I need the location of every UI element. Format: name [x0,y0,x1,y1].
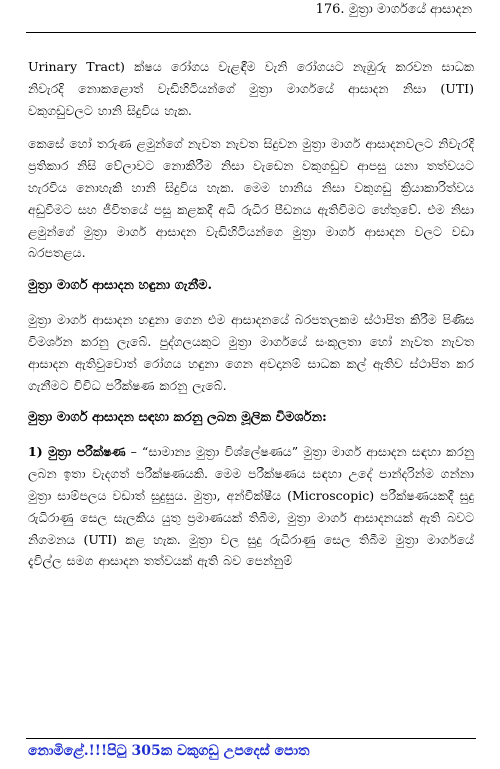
urine-test-term: 1) මුත්‍රා පරීක්ෂණ [28,444,126,460]
section-heading-basic-investigations: මුත්‍රා මාර්ග ආසාදන සඳහා කරනු ලබන මූලික විමර්ශන: [28,410,327,426]
paragraph-urine-tests [28,441,474,572]
paragraph-uti-adults: Urinary Tract) ක්ෂය රෝගය වැළඳීම වැනි රෝගයට නැඹුරු කරවන සාධක නිවැරදි නොකළොත් වැඩිහිටියන්ගේ මුත්‍රා මාර්ගයේ ආසාදන නිසා (UTI) වකුගඩුවලට හානි සිදුවිය හැක. [28,59,474,118]
footer-divider [26,738,476,739]
section-heading-identification: මුත්‍රා මාර්ග ආසාදන හඳුනා ගැනීම. [28,278,213,294]
header-divider [26,32,476,33]
urine-test-description: – “සාමාන්‍ය මුත්‍රා විශ්ලේෂණය” මුත්‍රා මාර්ග ආසාදන සඳහා කරනු ලබන ඉතා වැදගත් පරීක්ෂණයකි. මෙම පරීක්ෂණය සඳහා උදේ පාන්දරින්ම ගන්නා මුත්‍රා සාම්පලය වඩාත් සුදුසුය. මුත්‍රා, අන්වීක්ෂීය (Microscopic) පරීක්ෂණයකදී සුදු රුධිරාණු සෙල සැලකිය යුතු ප්‍රමාණයක් තිබීම, මුත්‍රා මාර්ග ආසාදනයක් ඇති බවට නිගමනය (UTI) කළ හැක. මුත්‍රා වල සුදු රුධිරාණු සෙල තිබීම මුත්‍රා මාර්ගයේ දැවිල්ල සමග ආසාදන තත්වයක් ඇති බව පෙන්නුම් [28,444,474,569]
footer-banner: නොමිළේ.!!!පිටු 305ක වකුගඩු උපදෙස් පොත [28,743,310,759]
page-header-title: 176. මුත්‍රා මාර්ගයේ ආසාදන [315,2,472,17]
document-body [28,56,474,584]
paragraph-uti-children: කෙසේ හෝ තරුණ ළමුන්ගේ නැවත නැවත සිදුවන මුත්‍රා මාර්ග ආසාදනවලට නිවැරදි ප්‍රතිකාර නිසි වේලාවට නොකිරීම නිසා වැඩෙන වකුගඩුව ආපසු යනා තත්වයට හැරවිය නොහැකි හානි සිදුවිය හැක. මෙම හානිය නිසා වකුගඩු ක්‍රියාකාරිත්වය අඩුවීමට සහ ජීවිතයේ පසු කළකදී අධි රුධිර පීඩනය ඇතිවීමට හේතුවේ. එම නිසා ළමුන්ගේ මුත්‍රා මාර්ග ආසාදන වැඩිහිටියන්ගෙ මුත්‍රා මාර්ග ආසාදන වලට වඩා බරපතළය. [28,136,474,261]
paragraph-identification: මුත්‍රා මාර්ග ආසාදන හඳුනා ගෙන එම ආසාදනයේ බරපතලකම ස්ථාපිත කිරීම පිණිස විමර්ශන කරනු ලැබේ. පුද්ගලයකුට මුත්‍රා මාර්ගයේ සංකූලතා හෝ නැවත නැවත ආසාදන ඇතිවුවොත් රෝගය හඳුනා ගෙන අවදානම් සාධක කල් ඇතිව ස්ථාපිත කර ගැනීමට විවිධ පරීක්ෂණ කරනු ලැබේ. [28,312,474,393]
